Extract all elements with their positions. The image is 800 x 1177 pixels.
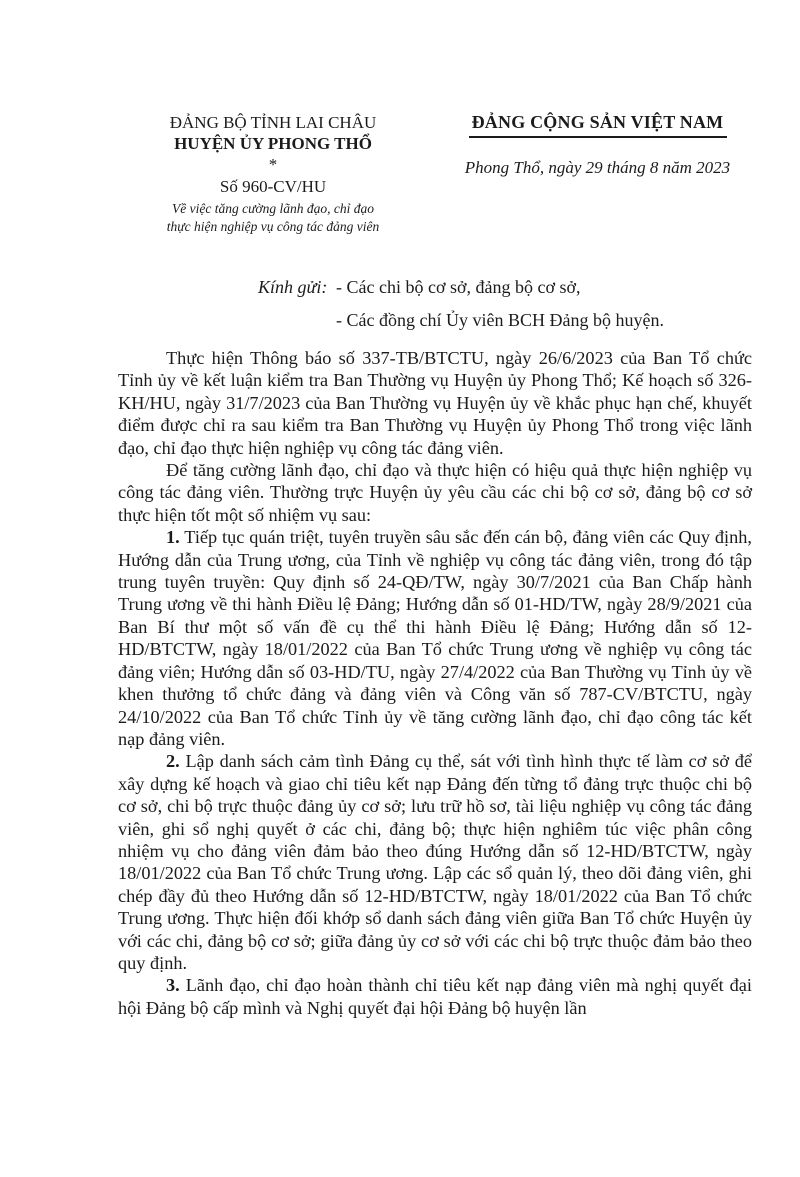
document-subject	[128, 200, 418, 235]
subject-line-1: Về việc tăng cường lãnh đạo, chỉ đạo	[171, 201, 375, 217]
document-body	[118, 347, 752, 1019]
party-header-block	[440, 112, 755, 178]
task-text: Lập danh sách cảm tình Đảng cụ thể, sát với tình hình thực tế làm cơ sở để xây dựng kế hoạch và giao chỉ tiêu kết nạp Đảng đến từng tổ đảng trực thuộc chi bộ cơ sở, chi bộ trực thuộc đảng ủy cơ sở; lưu trữ hồ sơ, tài liệu nghiệp vụ công tác đảng viên, ghi sổ nghị quyết ở các chi, đảng bộ; thực hiện nghiêm túc việc phân công nhiệm vụ cho đảng viên đảm bảo theo đúng Hướng dẫn số 12-HD/BTCTW, ngày 18/01/2022 của Ban Tổ chức Trung ương. Lập các sổ quản lý, theo dõi đảng viên, ghi chép đầy đủ theo Hướng dẫn số 12-HD/BTCTW, ngày 18/01/2022 của Ban Tổ chức Trung ương. Thực hiện đối khớp sổ danh sách đảng viên giữa Ban Tổ chức Huyện ủy với các chi, đảng bộ cơ sở; giữa đảng ủy cơ sở với các chi bộ trực thuộc đảm bảo theo quy định.	[118, 751, 752, 973]
task-item-3	[118, 974, 752, 1019]
task-item-1	[118, 526, 752, 750]
paragraph-basis: Thực hiện Thông báo số 337-TB/BTCTU, ngày 26/6/2023 của Ban Tổ chức Tỉnh ủy về kết luận kiểm tra Ban Thường vụ Huyện ủy Phong Thổ; Kế hoạch số 326-KH/HU, ngày 31/7/2023 của Ban Thường vụ Huyện ủy về khắc phục hạn chế, khuyết điểm được chỉ ra sau kiểm tra Ban Thường vụ Huyện ủy Phong Thổ trong việc lãnh đạo, chỉ đạo thực hiện nghiệp vụ công tác đảng viên.	[118, 348, 752, 458]
place-date-line: Phong Thổ, ngày 29 tháng 8 năm 2023	[464, 157, 731, 177]
recipient-row	[258, 304, 664, 337]
issuer-block	[128, 112, 418, 235]
task-item-2	[118, 750, 752, 974]
paragraph-request: Để tăng cường lãnh đạo, chỉ đạo và thực hiện có hiệu quả thực hiện nghiệp vụ công tác đảng viên. Thường trực Huyện ủy yêu cầu các chi bộ cơ sở, đảng bộ cơ sở thực hiện tốt một số nhiệm vụ sau:	[118, 460, 752, 525]
task-text: Lãnh đạo, chỉ đạo hoàn thành chỉ tiêu kết nạp đảng viên mà nghị quyết đại hội Đảng bộ cấp mình và Nghị quyết đại hội Đảng bộ huyện lần	[118, 975, 753, 1018]
provincial-committee-name: ĐẢNG BỘ TỈNH LAI CHÂU	[169, 113, 377, 132]
task-number: 2.	[166, 751, 180, 772]
subject-line-2: thực hiện nghiệp vụ công tác đảng viên	[166, 218, 380, 234]
recipients-label-spacer	[258, 304, 336, 337]
recipient-item: - Các đồng chí Ủy viên BCH Đảng bộ huyện.	[336, 310, 664, 330]
document-number: Số 960-CV/HU	[219, 176, 327, 196]
recipients-label: Kính gửi:	[258, 277, 328, 297]
task-number: 3.	[166, 975, 180, 996]
recipient-item: - Các chi bộ cơ sở, đảng bộ cơ sở,	[336, 277, 581, 297]
asterisk-mark: *	[268, 154, 278, 174]
party-name: ĐẢNG CỘNG SẢN VIỆT NAM	[471, 112, 724, 132]
district-committee-name: HUYỆN ỦY PHONG THỔ	[174, 134, 372, 154]
recipients-block	[258, 271, 664, 337]
party-name-underline	[469, 136, 727, 138]
recipient-row	[258, 271, 664, 304]
task-number: 1.	[166, 527, 180, 548]
task-text: Tiếp tục quán triệt, tuyên truyền sâu sắc đến cán bộ, đảng viên các Quy định, Hướng dẫn của Trung ương, của Tỉnh về nghiệp vụ công tác đảng viên, trong đó tập trung tuyên truyền: Quy định số 24-QĐ/TW, ngày 30/7/2021 của Ban Chấp hành Trung ương về thi hành Điều lệ Đảng; Hướng dẫn số 01-HD/TW, ngày 28/9/2021 của Ban Bí thư một số vấn đề cụ thể thi hành Điều lệ Đảng; Hướng dẫn số 12-HD/BTCTW, ngày 18/01/2022 của Ban Tổ chức Trung ương về nghiệp vụ công tác đảng viên; Hướng dẫn số 03-HD/TU, ngày 27/4/2022 của Ban Thường vụ Tỉnh ủy về khen thưởng tổ chức đảng và đảng viên và Công văn số 787-CV/BTCTU, ngày 24/10/2022 của Ban Tổ chức Tỉnh ủy về tăng cường lãnh đạo, chỉ đạo công tác kết nạp đảng viên.	[118, 527, 752, 749]
